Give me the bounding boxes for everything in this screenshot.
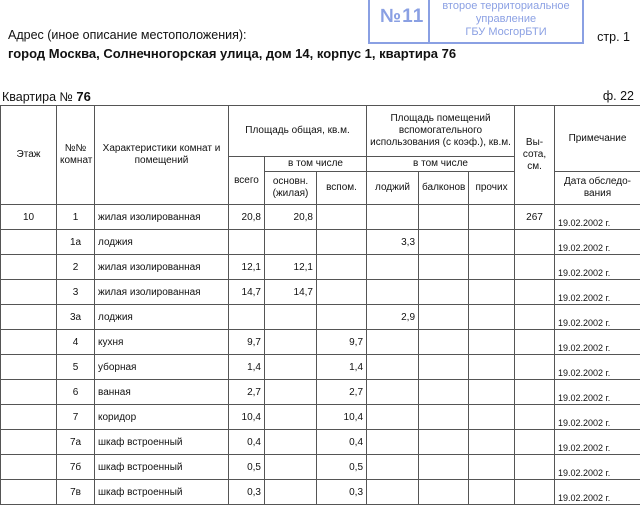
cell-balcony-area — [419, 355, 469, 380]
cell-inspection-date: 19.02.2002 г. — [555, 305, 640, 330]
cell-other-area — [469, 205, 515, 230]
cell-other-area — [469, 430, 515, 455]
table-row — [1, 355, 640, 380]
table-row — [1, 280, 640, 305]
cell-other-area — [469, 405, 515, 430]
cell-description: лоджия — [95, 305, 229, 330]
cell-other-area — [469, 280, 515, 305]
cell-loggia-area — [367, 455, 419, 480]
cell-room: 1а — [57, 230, 95, 255]
header-all: всего — [229, 157, 265, 205]
address-label: Адрес (иное описание местоположения): — [8, 28, 247, 42]
cell-inspection-date: 19.02.2002 г. — [555, 255, 640, 280]
cell-total-area — [229, 305, 265, 330]
stamp-line: второе территориальное — [434, 0, 578, 13]
cell-height — [515, 255, 555, 280]
cell-inspection-date: 19.02.2002 г. — [555, 205, 640, 230]
cell-total-area: 0,3 — [229, 480, 265, 505]
cell-inspection-date: 19.02.2002 г. — [555, 430, 640, 455]
cell-aux-area — [317, 230, 367, 255]
table-row — [1, 380, 640, 405]
cell-aux-area: 0,5 — [317, 455, 367, 480]
cell-description: лоджия — [95, 230, 229, 255]
cell-description: кухня — [95, 330, 229, 355]
cell-other-area — [469, 455, 515, 480]
cell-total-area: 20,8 — [229, 205, 265, 230]
cell-main-area — [265, 330, 317, 355]
header-including: в том числе — [265, 157, 367, 172]
stamp-line: ГБУ МосгорБТИ — [434, 26, 578, 39]
cell-floor — [1, 480, 57, 505]
cell-floor — [1, 430, 57, 455]
table-row — [1, 430, 640, 455]
cell-room: 3а — [57, 305, 95, 330]
cell-floor — [1, 455, 57, 480]
cell-description: шкаф встроенный — [95, 430, 229, 455]
page-number: стр. 1 — [597, 30, 630, 44]
header-floor: Этаж — [1, 106, 57, 205]
cell-description: жилая изолированная — [95, 255, 229, 280]
cell-loggia-area — [367, 380, 419, 405]
header-room-number: №№ комнат — [57, 106, 95, 205]
cell-loggia-area: 3,3 — [367, 230, 419, 255]
cell-loggia-area — [367, 355, 419, 380]
cell-description: шкаф встроенный — [95, 480, 229, 505]
cell-main-area: 14,7 — [265, 280, 317, 305]
cell-inspection-date: 19.02.2002 г. — [555, 455, 640, 480]
cell-total-area: 9,7 — [229, 330, 265, 355]
cell-inspection-date: 19.02.2002 г. — [555, 480, 640, 505]
cell-main-area — [265, 405, 317, 430]
cell-other-area — [469, 355, 515, 380]
cell-room: 7в — [57, 480, 95, 505]
cell-inspection-date: 19.02.2002 г. — [555, 230, 640, 255]
cell-floor — [1, 305, 57, 330]
cell-inspection-date: 19.02.2002 г. — [555, 330, 640, 355]
header-height: Вы-сота, см. — [515, 106, 555, 205]
cell-height — [515, 330, 555, 355]
table-row — [1, 230, 640, 255]
cell-balcony-area — [419, 305, 469, 330]
stamp-line: управление — [434, 13, 578, 26]
cell-other-area — [469, 480, 515, 505]
table-row — [1, 405, 640, 430]
cell-total-area: 0,5 — [229, 455, 265, 480]
flat-number: 76 — [76, 89, 90, 104]
header-total-area: Площадь общая, кв.м. — [229, 106, 367, 157]
header-including-aux: в том числе — [367, 157, 515, 172]
cell-aux-area — [317, 280, 367, 305]
cell-balcony-area — [419, 205, 469, 230]
cell-room: 7 — [57, 405, 95, 430]
cell-floor — [1, 330, 57, 355]
cell-description: уборная — [95, 355, 229, 380]
cell-loggia-area — [367, 430, 419, 455]
cell-aux-area: 0,3 — [317, 480, 367, 505]
cell-description: жилая изолированная — [95, 205, 229, 230]
cell-balcony-area — [419, 405, 469, 430]
cell-aux-area: 10,4 — [317, 405, 367, 430]
cell-main-area: 12,1 — [265, 255, 317, 280]
cell-total-area: 10,4 — [229, 405, 265, 430]
cell-aux-area: 0,4 — [317, 430, 367, 455]
cell-total-area: 12,1 — [229, 255, 265, 280]
cell-main-area — [265, 380, 317, 405]
table-row — [1, 480, 640, 505]
form-number: ф. 22 — [603, 89, 634, 103]
address-value: город Москва, Солнечногорская улица, дом 14, корпус 1, квартира 76 — [8, 46, 456, 61]
cell-main-area — [265, 355, 317, 380]
cell-floor — [1, 405, 57, 430]
cell-aux-area — [317, 305, 367, 330]
cell-main-area — [265, 305, 317, 330]
cell-aux-area: 1,4 — [317, 355, 367, 380]
cell-room: 7а — [57, 430, 95, 455]
cell-balcony-area — [419, 230, 469, 255]
cell-total-area: 2,7 — [229, 380, 265, 405]
cell-aux-area — [317, 255, 367, 280]
cell-height — [515, 355, 555, 380]
cell-room: 4 — [57, 330, 95, 355]
cell-balcony-area — [419, 255, 469, 280]
cell-floor — [1, 280, 57, 305]
header-other: прочих — [469, 172, 515, 205]
cell-room: 3 — [57, 280, 95, 305]
header-inspection-date: Дата обследо-вания — [555, 172, 640, 205]
cell-room: 2 — [57, 255, 95, 280]
explication-table — [0, 105, 640, 505]
stamp-number: №11 — [380, 6, 424, 28]
cell-loggia-area — [367, 405, 419, 430]
cell-height — [515, 305, 555, 330]
cell-floor — [1, 355, 57, 380]
cell-room: 1 — [57, 205, 95, 230]
cell-room: 6 — [57, 380, 95, 405]
cell-aux-area: 9,7 — [317, 330, 367, 355]
cell-description: шкаф встроенный — [95, 455, 229, 480]
cell-main-area — [265, 480, 317, 505]
header-aux: вспом. — [317, 172, 367, 205]
cell-loggia-area — [367, 280, 419, 305]
cell-loggia-area — [367, 330, 419, 355]
cell-total-area: 1,4 — [229, 355, 265, 380]
header-balconies: балконов — [419, 172, 469, 205]
flat-heading — [2, 89, 91, 104]
cell-floor — [1, 380, 57, 405]
cell-height — [515, 405, 555, 430]
cell-height — [515, 380, 555, 405]
cell-total-area: 0,4 — [229, 430, 265, 455]
cell-other-area — [469, 255, 515, 280]
table-row — [1, 205, 640, 230]
cell-room: 5 — [57, 355, 95, 380]
cell-balcony-area — [419, 330, 469, 355]
cell-aux-area — [317, 205, 367, 230]
header-aux-area: Площадь помещений вспомогательного использования (с коэф.), кв.м. — [367, 106, 515, 157]
cell-inspection-date: 19.02.2002 г. — [555, 380, 640, 405]
cell-description: ванная — [95, 380, 229, 405]
table-row — [1, 305, 640, 330]
cell-total-area: 14,7 — [229, 280, 265, 305]
header-note: Примечание — [555, 106, 640, 172]
cell-inspection-date: 19.02.2002 г. — [555, 280, 640, 305]
cell-loggia-area: 2,9 — [367, 305, 419, 330]
cell-height — [515, 280, 555, 305]
cell-height — [515, 430, 555, 455]
cell-other-area — [469, 230, 515, 255]
table-row — [1, 330, 640, 355]
cell-balcony-area — [419, 430, 469, 455]
cell-main-area — [265, 430, 317, 455]
cell-floor — [1, 255, 57, 280]
cell-inspection-date: 19.02.2002 г. — [555, 405, 640, 430]
stamp-divider — [428, 0, 430, 42]
cell-balcony-area — [419, 280, 469, 305]
cell-other-area — [469, 380, 515, 405]
cell-room: 7б — [57, 455, 95, 480]
flat-label: Квартира № — [2, 90, 73, 104]
cell-loggia-area — [367, 480, 419, 505]
cell-height: 267 — [515, 205, 555, 230]
cell-balcony-area — [419, 455, 469, 480]
cell-inspection-date: 19.02.2002 г. — [555, 355, 640, 380]
cell-floor: 10 — [1, 205, 57, 230]
stamp-text — [434, 0, 578, 39]
table-row — [1, 255, 640, 280]
cell-height — [515, 455, 555, 480]
cell-other-area — [469, 330, 515, 355]
cell-total-area — [229, 230, 265, 255]
cell-balcony-area — [419, 480, 469, 505]
cell-main-area: 20,8 — [265, 205, 317, 230]
bti-stamp — [368, 0, 584, 44]
cell-loggia-area — [367, 205, 419, 230]
header-description: Характеристики комнат и помещений — [95, 106, 229, 205]
cell-loggia-area — [367, 255, 419, 280]
header-main: основн. (жилая) — [265, 172, 317, 205]
cell-floor — [1, 230, 57, 255]
header-loggias: лоджий — [367, 172, 419, 205]
cell-other-area — [469, 305, 515, 330]
cell-aux-area: 2,7 — [317, 380, 367, 405]
cell-description: жилая изолированная — [95, 280, 229, 305]
cell-main-area — [265, 230, 317, 255]
cell-description: коридор — [95, 405, 229, 430]
cell-balcony-area — [419, 380, 469, 405]
cell-height — [515, 230, 555, 255]
cell-height — [515, 480, 555, 505]
table-row — [1, 455, 640, 480]
cell-main-area — [265, 455, 317, 480]
